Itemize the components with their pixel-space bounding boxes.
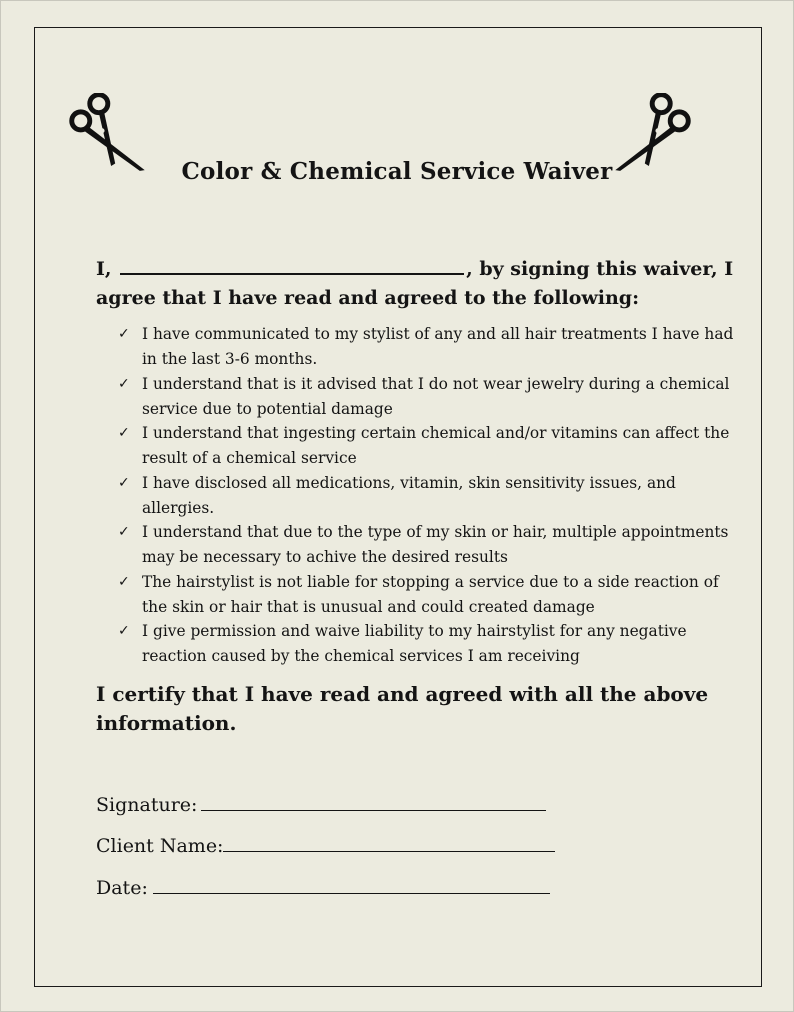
agreement-list (96, 322, 736, 669)
client-name-field (96, 831, 555, 857)
date-label: Date: (96, 877, 148, 899)
intro-prefix: I, (96, 258, 112, 280)
list-item (96, 421, 736, 471)
page-title: Color & Chemical Service Waiver (181, 158, 613, 185)
list-item-text: I have disclosed all medications, vitamin, skin sensitivity issues, and allergies. (142, 473, 676, 517)
client-name-line[interactable] (223, 831, 555, 852)
list-item (96, 570, 736, 620)
list-item-text: I understand that due to the type of my skin or hair, multiple appointments may be necessary to achive the desired results (142, 523, 729, 566)
intro-suffix: , by signing this waiver, I agree that I have read and agreed to the following: (96, 258, 734, 309)
certification-statement: I certify that I have read and agreed with all the above information. (96, 682, 709, 735)
list-item-text: I have communicated to my stylist of any and all hair treatments I have had in the last 3-6 months. (142, 325, 734, 368)
list-item-text: I understand that ingesting certain chemical and/or vitamins can affect the result of a chemical service (142, 424, 730, 467)
intro-statement (96, 253, 756, 313)
signature-field (96, 790, 546, 816)
checkmark-icon: ✓ (118, 524, 130, 540)
checkmark-icon: ✓ (118, 474, 130, 491)
list-item (96, 619, 736, 669)
list-item-text: I understand that is it advised that I do not wear jewelry during a chemical service due to potential damage (142, 374, 730, 418)
list-item (96, 372, 736, 422)
checkmark-icon: ✓ (118, 375, 130, 392)
date-field (96, 873, 550, 899)
signature-label: Signature: (96, 794, 198, 816)
list-item (96, 471, 736, 521)
list-item (96, 520, 736, 570)
list-item-text: I give permission and waive liability to my hairstylist for any negative reaction caused by the chemical services I am receiving (142, 622, 687, 665)
list-item (96, 322, 736, 372)
checkmark-icon: ✓ (118, 573, 130, 590)
name-blank-line[interactable] (120, 253, 464, 275)
checkmark-icon: ✓ (118, 326, 130, 342)
list-item-text: The hairstylist is not liable for stopping a service due to a side reaction of the skin or hair that is unusual and could created damage (142, 572, 719, 616)
client-name-label: Client Name: (96, 835, 224, 857)
date-line[interactable] (153, 873, 550, 894)
signature-line[interactable] (201, 790, 546, 811)
checkmark-icon: ✓ (118, 623, 130, 639)
checkmark-icon: ✓ (118, 425, 130, 441)
